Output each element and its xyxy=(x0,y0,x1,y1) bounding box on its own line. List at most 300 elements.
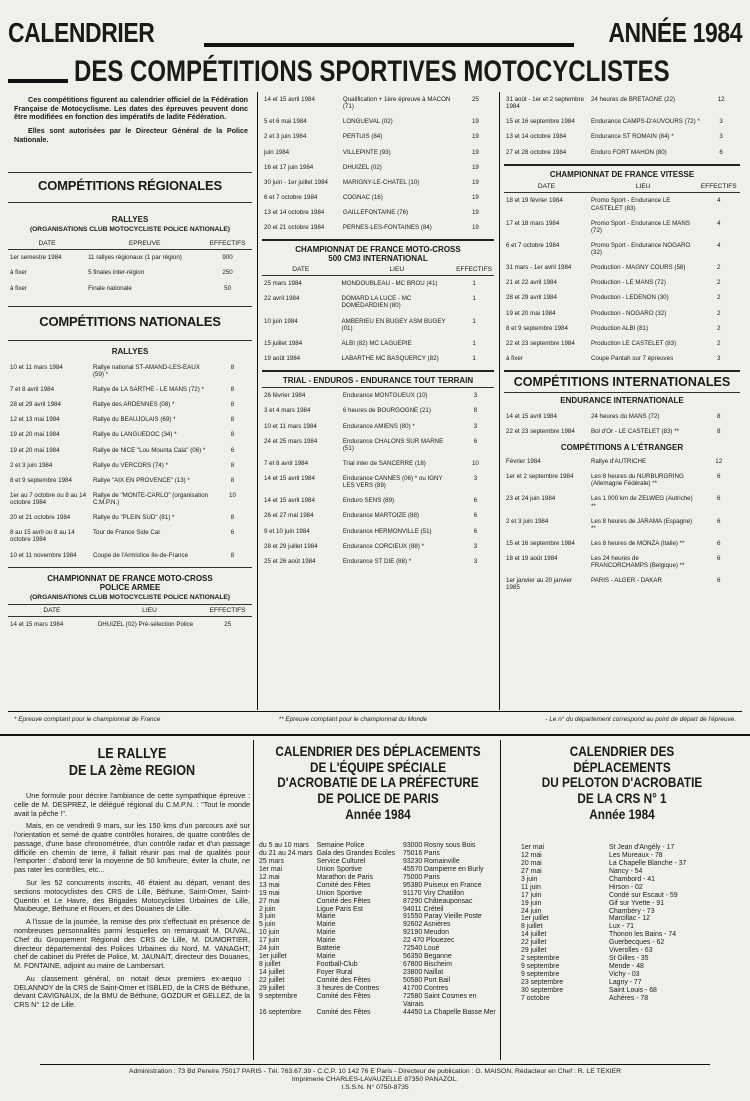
internationales-sub: ENDURANCE INTERNATIONALE xyxy=(560,396,684,406)
admin-line: I.S.S.N. N° 0750-8735 xyxy=(341,1084,409,1092)
calendar-header xyxy=(8,16,742,50)
effectif-cell: 3 xyxy=(473,557,478,565)
trial-table xyxy=(262,388,494,569)
table-cell: 14 juillet xyxy=(521,931,547,939)
effectif-cell: 6 xyxy=(717,577,721,585)
table-cell: 30 juin - 1er juillet 1984 xyxy=(264,178,328,186)
table-cell: Les Mureaux - 78 xyxy=(609,851,663,859)
table-row xyxy=(262,493,494,508)
table-cell: 9 septembre xyxy=(259,992,298,1000)
table-cell: Coupe de l'Armistice Ile-de-France xyxy=(92,551,189,559)
effectif-cell: 6 xyxy=(473,437,478,445)
effectif-cell: 3 xyxy=(473,422,478,430)
rallye-title-line: LE RALLYE xyxy=(97,745,167,762)
table-cell: 17 juin xyxy=(521,891,542,899)
column-divider xyxy=(499,92,500,710)
table-cell: PERNES-LES-FONTAINES (84) xyxy=(342,224,432,232)
table-row xyxy=(262,205,494,220)
article-paragraph: A l'issue de la journée, la remise des prix s'effectuait en présence de nombreuses personnalités parmi lesquelles on remarquait M. DUVAL, Chef du Groupement Régional des CRS de Lille, M. DUMORTIER, directeur départemental des Polices Urbaines du Nord, M. VANAGHT, chef de cabinet du Préfet de Police, M. JAUNAIT, directeur des Douanes, M. FONTAINE, adjoint au maire de Lambersart. xyxy=(14,917,250,971)
table-cell: 20 et 21 octobre 1984 xyxy=(10,514,71,522)
table-row xyxy=(258,985,498,993)
subtitle-bar xyxy=(8,79,68,83)
table-cell: St Gilles - 35 xyxy=(609,955,649,963)
table-row xyxy=(8,360,252,382)
table-cell: 2 juin xyxy=(259,905,276,913)
table-row xyxy=(520,860,740,868)
regionales-table xyxy=(8,238,252,296)
table-cell: 1er juillet xyxy=(259,953,287,961)
effectif-cell: 6 xyxy=(473,512,478,520)
table-cell: VILLEPINTE (93) xyxy=(342,148,391,156)
table-cell: Nancy - 54 xyxy=(609,867,643,875)
table-row xyxy=(504,573,740,595)
police-armee-table xyxy=(8,604,252,633)
table-cell: Bol d'Or - LE CASTELET (83) ** xyxy=(590,427,680,435)
table-row xyxy=(258,977,498,985)
col-header: LIEU xyxy=(142,606,157,614)
table-cell: 18 et 19 février 1984 xyxy=(506,197,563,205)
trial-title: TRIAL - ENDUROS - ENDURANCE TOUT TERRAIN xyxy=(282,376,474,386)
table-cell: 29 juillet xyxy=(521,947,547,955)
crs-title-line: DE LA CRS N° 1 xyxy=(577,790,667,807)
table-cell: 19 juin xyxy=(521,899,542,907)
article-paragraph: Mais, en ce vendredi 9 mars, sur les 150 kms d'un parcours axé sur l'orientation et semé de quatre contrôles horaires, de quatre contrôles de passage, d'une base chronométrée, d'un contrôle radar et d'un passage difficile en chemin de terre, il fallait réunir pas mal de qualités pour l'emporter : d'abord tenir la moyenne de 50 km/heure, éviter la chute, ne pas rater les contrôles, etc... xyxy=(14,821,250,875)
table-cell: Rallye d'AUTRICHE xyxy=(590,458,647,466)
table-cell: Trial inter de SANCERRE (18) xyxy=(342,459,426,467)
table-cell: 27 mai xyxy=(521,867,542,875)
table-cell: 16 et 17 juin 1984 xyxy=(264,163,314,171)
table-cell: Enduro SENS (89) xyxy=(342,497,395,505)
table-cell: 30 septembre xyxy=(521,986,564,994)
effectif-cell: 8 xyxy=(717,427,721,435)
etranger-table xyxy=(504,454,740,596)
table-row xyxy=(262,114,494,129)
effectif-cell: 2 xyxy=(717,339,721,347)
table-cell: Production - LEDENON (30) xyxy=(590,294,669,302)
table-row xyxy=(520,900,740,908)
table-row xyxy=(520,844,740,852)
table-row xyxy=(504,193,740,216)
table-cell: 1er et 2 septembre 1984 xyxy=(506,473,574,481)
table-cell: 10 et 11 mars 1984 xyxy=(264,422,317,430)
table-row xyxy=(504,409,740,424)
table-cell: Rallye "AIX EN PROVENCE" (13) * xyxy=(92,476,190,484)
table-cell: 23 et 24 juin 1984 xyxy=(506,495,556,503)
col-header: EPREUVE xyxy=(128,239,161,247)
cross500-table xyxy=(262,264,494,366)
table-row xyxy=(8,281,252,296)
table-cell: Foyer Rural xyxy=(316,969,353,976)
column-divider xyxy=(253,740,254,1060)
table-cell: 8 juillet xyxy=(521,923,543,931)
effectif-cell: 1 xyxy=(472,354,476,362)
effectif-cell: 8 xyxy=(230,401,235,409)
table-cell: Mairie xyxy=(316,953,336,961)
regionales-sub2: (ORGANISATIONS CLUB MOTOCYCLISTE POLICE NATIONALE) xyxy=(29,226,230,234)
table-cell: 14 et 15 avril 1984 xyxy=(264,475,315,483)
col-header: LIEU xyxy=(635,182,651,190)
effectif-cell: 900 xyxy=(222,254,233,262)
effectif-cell: 19 xyxy=(471,163,479,171)
table-row xyxy=(504,92,740,114)
table-cell: 15 et 16 septembre 1984 xyxy=(506,118,575,126)
left-column xyxy=(8,172,252,632)
admin-line: Administration : 73 Bd Pereire 75017 PARIS - Tél. 763.67.39 - C.C.P. 10 142 76 E Paris - Directeur de publication : G. MAISON. Rédacteur en Chef : R. LE TEXIER xyxy=(128,1068,622,1075)
effectif-cell: 250 xyxy=(222,269,233,277)
admin-line: Imprimerie CHARLES-LAVAUZELLE 87350 PANAZOL. xyxy=(291,1076,459,1084)
table-cell: 10 juin xyxy=(259,929,280,937)
footnote-departement: - Le n° du département correspond au point de départ de l'épreuve. xyxy=(545,716,736,723)
table-cell: Les 8 heures de MONZA (Italie) ** xyxy=(590,539,685,547)
table-cell: 8 juillet xyxy=(259,961,281,969)
table-row xyxy=(258,993,498,1009)
table-cell: Production LE CASTELET (83) xyxy=(590,339,677,347)
table-cell: 94011 Créteil xyxy=(402,905,444,913)
table-row xyxy=(262,145,494,160)
table-cell: 93230 Romainville xyxy=(402,857,460,865)
table-cell: Endurance ST ROMAIN (84) * xyxy=(590,133,674,141)
table-cell: 23800 Naillat xyxy=(402,969,444,976)
table-cell: 14 juillet xyxy=(259,969,285,976)
table-row xyxy=(258,898,498,906)
table-row xyxy=(504,290,740,305)
table-cell: Comité des Fêtes xyxy=(316,897,371,905)
table-cell: 6 et 7 octobre 1984 xyxy=(264,193,318,201)
table-cell: Rallye de LA SARTHE - LE MANS (72) * xyxy=(92,386,204,394)
table-cell: Rallye des ARDENNES (08) * xyxy=(92,401,175,409)
effectif-cell: 19 xyxy=(471,224,479,232)
right-column xyxy=(504,92,740,596)
table-cell: 28 et 29 avril 1984 xyxy=(506,294,557,302)
article-paragraph: Sur les 52 concurrents inscrits, 46 étaient au départ, venant des sections motocyclistes des CRS de Lille, Béthune, Saint-Omer, Saint-Quentin et Le Havre, des Brigades Motocyclistes Urbaines de Lille, Maubeuge, Béthune et Rouen, et des Douanes de Lille. xyxy=(14,878,250,914)
table-cell: 19 août 1984 xyxy=(264,354,301,362)
table-row xyxy=(262,336,494,351)
table-row xyxy=(520,955,740,963)
table-cell: 72580 Saint Cosmes en Vairais xyxy=(402,992,477,1008)
col-header: DATE xyxy=(43,606,61,614)
effectif-cell: 10 xyxy=(229,491,236,499)
table-cell: Hirson - 02 xyxy=(609,883,643,891)
effectif-cell: 2 xyxy=(717,294,721,302)
table-row xyxy=(8,382,252,397)
effectif-cell: 6 xyxy=(473,497,478,505)
effectif-cell: 6 xyxy=(230,529,235,537)
column-divider xyxy=(500,740,501,1060)
table-cell: 2 et 3 juin 1984 xyxy=(506,517,549,525)
table-cell: Chambord - 41 xyxy=(609,875,655,883)
table-row xyxy=(504,551,740,573)
table-cell: Les 1 000 km de ZELWEG (Autriche) ** xyxy=(590,495,693,510)
table-cell: 24 heures de BRETAGNE (22) xyxy=(590,96,676,103)
table-cell: 24 juin xyxy=(521,907,542,915)
table-cell: 11 rallyes régionaux (1 par région) xyxy=(88,254,182,262)
table-row xyxy=(520,987,740,995)
effectif-cell: 1 xyxy=(472,317,476,325)
table-cell: Production - LE MANS (72) xyxy=(590,279,666,287)
table-row xyxy=(520,947,740,955)
table-row xyxy=(8,427,252,442)
internationales-title: COMPÉTITIONS INTERNATIONALES xyxy=(513,375,731,390)
table-cell: 41700 Contres xyxy=(402,984,449,992)
table-row xyxy=(504,306,740,321)
table-row xyxy=(262,403,494,418)
table-cell: 15 juillet 1984 xyxy=(264,339,303,347)
table-cell: Endurance MARTOIZE (88) xyxy=(342,512,419,520)
effectif-cell: 19 xyxy=(471,118,479,126)
table-cell: 9 septembre xyxy=(521,963,560,971)
footnote-france: * Epreuve comptant pour le championnat de France xyxy=(14,716,161,723)
table-cell: Service Culturel xyxy=(316,857,366,865)
table-cell: St Jean d'Angély - 17 xyxy=(609,844,675,851)
table-cell: 1er juillet xyxy=(521,915,549,923)
col-header: DATE xyxy=(292,265,310,273)
table-cell: Rallye national ST-AMAND-LES-EAUX (59) * xyxy=(92,363,200,378)
table-row xyxy=(504,491,740,513)
col-header: EFFECTIFS xyxy=(209,606,246,614)
table-cell: juin 1984 xyxy=(264,148,290,156)
effectif-cell: 3 xyxy=(717,354,721,362)
crs-title xyxy=(520,744,725,822)
table-cell: Rallye du "PLEIN SUD" (81) * xyxy=(92,514,175,522)
table-row xyxy=(520,892,740,900)
footnote-rule xyxy=(8,711,742,712)
effectif-cell: 4 xyxy=(717,219,721,227)
table-cell: Ligue Paris Est xyxy=(316,905,363,913)
table-cell: Rallye du LANGUEDOC (34) * xyxy=(92,431,177,439)
table-row xyxy=(504,514,740,536)
table-row xyxy=(504,216,740,238)
table-cell: PARIS - ALGER - DAKAR xyxy=(590,577,663,585)
table-cell: 5 et 6 mai 1984 xyxy=(264,118,307,126)
table-row xyxy=(258,858,498,866)
police-armee-continued-table xyxy=(262,92,494,235)
table-cell: 7 et 8 avril 1984 xyxy=(10,386,55,394)
table-cell: Promo Sport - Endurance NOGARO (32) xyxy=(590,241,691,257)
table-row xyxy=(262,314,494,336)
table-row xyxy=(258,866,498,874)
table-row xyxy=(262,388,494,403)
table-cell: Batterie xyxy=(316,945,341,953)
table-cell: Promo Sport - Endurance LE CASTELET (83) xyxy=(590,197,671,212)
section-rule xyxy=(0,734,750,736)
table-cell: du 5 au 10 mars xyxy=(259,842,309,849)
table-cell: Février 1984 xyxy=(506,458,541,466)
table-cell: Comité des Fêtes xyxy=(316,992,371,1000)
article-paragraph: Au classement général, on notait deux premiers ex-aequo : DELANNOY de la CRS de Saint-Omer et ISBLED, de la CRS de Béthune, devant CAVIGNAUX, de la BMU de Béthune, GOZDUR et GELLEZ, de la CRS N° 12 de Lille. xyxy=(14,973,250,1010)
table-cell: 26 février 1984 xyxy=(264,392,306,400)
table-cell: 1er semestre 1984 xyxy=(10,254,62,262)
table-cell: Chambéry - 73 xyxy=(609,907,655,915)
table-cell: à fixer xyxy=(506,354,523,362)
intro-paragraph: Ces compétitions figurent au calendrier officiel de la Fédération Française de Motocyclisme. Les dates des épreuves peuvent donc être modifiées en fonction des impératifs de ladite Fédération. xyxy=(14,95,248,122)
table-cell: Coupe Pantah sur 7 épreuves xyxy=(590,354,674,362)
crs-title-line: DU PELOTON D'ACROBATIE xyxy=(541,774,703,791)
police-armee-sub: (ORGANISATIONS CLUB MOTOCYCLISTE POLICE NATIONALE) xyxy=(29,594,230,602)
cross500-title2: 500 CM3 INTERNATIONAL xyxy=(328,254,428,264)
table-cell: 22 juillet xyxy=(521,939,547,947)
table-cell: Rallye de NICE "Lou Mounta Cala" (06) * xyxy=(92,446,206,454)
table-cell: Mairie xyxy=(316,937,336,945)
subtitle-header xyxy=(8,54,742,90)
table-cell: 18 et 19 août 1984 xyxy=(506,555,558,563)
table-cell: 24 et 25 mars 1984 xyxy=(264,437,318,445)
table-cell: Endurance MONTGUEUX (10) xyxy=(342,392,428,400)
table-row xyxy=(8,412,252,427)
effectif-cell: 8 xyxy=(717,412,721,420)
effectif-cell: 8 xyxy=(230,416,235,424)
table-cell: 24 heures du MANS (72) xyxy=(590,412,660,420)
table-cell: COGNAC (16) xyxy=(342,193,383,201)
table-cell: Achères - 78 xyxy=(609,994,649,1002)
table-cell: 17 juin xyxy=(259,937,280,945)
table-row xyxy=(258,929,498,937)
table-cell: Rallye de "MONTE-CARLO" (organisation C.M.P.N.) xyxy=(92,491,209,507)
effectif-cell: 25 xyxy=(471,96,479,103)
table-cell: Football-Club xyxy=(316,961,358,969)
effectif-cell: 8 xyxy=(230,461,235,469)
table-row xyxy=(258,906,498,914)
table-cell: 7 et 8 avril 1984 xyxy=(264,459,309,467)
table-cell: à fixer xyxy=(10,269,27,277)
table-row xyxy=(262,351,494,366)
effectif-cell: 4 xyxy=(717,197,721,205)
table-cell: Vichy - 03 xyxy=(609,971,640,978)
table-row xyxy=(520,963,740,971)
header-bar xyxy=(204,43,574,47)
table-cell: Production ALBI (81) xyxy=(590,324,649,332)
effectif-cell: 50 xyxy=(224,284,232,292)
table-cell: Semaine Police xyxy=(316,842,365,849)
table-cell: GAILLEFONTAINE (76) xyxy=(342,209,409,216)
police-armee-title2: POLICE ARMEE xyxy=(99,582,161,592)
table-cell: 28 et 29 juillet 1984 xyxy=(264,542,318,550)
table-cell: DHUIZEL (02) Pré-sélection Police xyxy=(97,621,194,629)
table-cell: 3 heures de Contres xyxy=(316,984,380,992)
table-cell: 15 et 16 septembre 1984 xyxy=(506,539,575,547)
table-cell: 29 juillet xyxy=(259,984,285,992)
table-cell: Endurance ST DIE (88) * xyxy=(342,557,412,565)
table-cell: Guerbecques - 62 xyxy=(609,939,665,947)
table-row xyxy=(8,510,252,525)
effectif-cell: 8 xyxy=(230,363,235,371)
table-cell: 1er mai xyxy=(259,865,282,873)
table-cell: 14 et 15 mars 1984 xyxy=(10,621,64,629)
effectif-cell: 6 xyxy=(230,446,235,454)
prefecture-title-line: CALENDRIER DES DÉPLACEMENTS xyxy=(275,743,481,759)
table-row xyxy=(262,175,494,190)
effectif-cell: 19 xyxy=(471,209,479,216)
table-cell: Rallye du BEAUJOLAIS (69) * xyxy=(92,416,176,424)
table-row xyxy=(8,397,252,412)
table-cell: 31 août - 1er et 2 septembre 1984 xyxy=(506,96,585,111)
table-cell: 8 au 15 avril ou 8 au 14 octobre 1984 xyxy=(10,529,75,544)
table-cell: Comité des Fêtes xyxy=(316,976,371,984)
table-cell: 31 mars - 1er avril 1984 xyxy=(506,264,572,272)
prefecture-calendar xyxy=(258,842,498,1017)
effectif-cell: 1 xyxy=(472,295,476,303)
table-row xyxy=(262,129,494,144)
table-cell: Mairie xyxy=(316,921,336,929)
crs-calendar xyxy=(520,844,740,1003)
prefecture-title-line: DE L'ÉQUIPE SPÉCIALE xyxy=(309,758,447,775)
table-cell: 24 juin xyxy=(259,945,280,953)
table-row xyxy=(504,145,740,160)
effectif-cell: 1 xyxy=(472,339,476,347)
table-cell: 14 et 15 avril 1984 xyxy=(506,412,557,420)
table-cell: 1er janvier au 20 janvier 1985 xyxy=(506,577,573,592)
table-cell: Tour de France Side Car xyxy=(92,529,161,537)
table-cell: 11 juin xyxy=(521,883,541,891)
table-cell: 8 et 9 septembre 1984 xyxy=(506,324,568,332)
table-cell: 3 juin xyxy=(259,913,276,921)
table-cell: 10 juin 1984 xyxy=(264,317,298,325)
col-header: DATE xyxy=(38,239,56,247)
effectif-cell: 3 xyxy=(719,118,723,126)
table-cell: 3 juin xyxy=(521,875,538,883)
table-row xyxy=(520,923,740,931)
table-cell: Lagny - 77 xyxy=(609,978,642,986)
table-cell: 2 septembre xyxy=(521,955,560,963)
table-row xyxy=(504,129,740,144)
prefecture-title-line: DE POLICE DE PARIS xyxy=(317,790,439,807)
table-row xyxy=(262,554,494,569)
table-row xyxy=(258,945,498,953)
table-cell: 10 et 11 mars 1984 xyxy=(10,363,63,371)
table-cell: 28 et 29 avril 1984 xyxy=(10,401,61,409)
table-cell: 25 mars 1984 xyxy=(264,280,302,288)
effectif-cell: 19 xyxy=(471,193,479,201)
table-row xyxy=(262,434,494,456)
table-row xyxy=(258,874,498,882)
table-row xyxy=(504,260,740,275)
table-row xyxy=(8,488,252,510)
table-cell: Thonon les Bains - 74 xyxy=(609,931,677,939)
table-cell: 91170 Viry Chatillon xyxy=(402,889,465,897)
article-paragraph: Une formule pour décrire l'ambiance de cette sympathique épreuve : celle de M. DESPREZ, le délégué régional du C.M.P.N. : "Tout le monde avait la pêche !". xyxy=(14,791,250,818)
middle-column xyxy=(262,92,494,569)
table-cell: 5 juin xyxy=(259,921,276,929)
table-row xyxy=(8,250,252,266)
table-cell: 16 septembre xyxy=(259,1008,302,1016)
table-row xyxy=(262,539,494,554)
table-cell: 19 et 20 mai 1984 xyxy=(506,309,556,317)
prefecture-title-line: D'ACROBATIE DE LA PRÉFECTURE xyxy=(277,774,479,791)
table-row xyxy=(258,842,498,850)
vitesse-title: CHAMPIONNAT DE FRANCE VITESSE xyxy=(549,169,695,179)
table-cell: 87290 Châteauponsac xyxy=(402,897,473,905)
effectif-cell: 2 xyxy=(717,324,721,332)
effectif-cell: 4 xyxy=(717,241,721,249)
prefecture-title xyxy=(274,744,482,822)
table-row xyxy=(258,1009,498,1017)
table-row xyxy=(258,937,498,945)
table-cell: 6 et 7 octobre 1984 xyxy=(506,241,560,249)
intro-text xyxy=(14,96,248,149)
table-cell: 12 mai xyxy=(259,873,280,881)
col-header: EFFECTIFS xyxy=(700,182,737,190)
table-cell: 13 et 14 octobre 1984 xyxy=(506,133,567,141)
table-cell: 22 juillet xyxy=(259,976,285,984)
table-cell: 3 et 4 mars 1984 xyxy=(264,407,311,415)
table-row xyxy=(504,351,740,366)
table-cell: DHUIZEL (02) xyxy=(342,163,382,171)
table-cell: 19 et 20 mai 1984 xyxy=(10,431,60,439)
table-row xyxy=(258,850,498,858)
crs-title-line: Année 1984 xyxy=(589,805,655,822)
table-cell: Enduro FORT MAHON (80) xyxy=(590,148,667,156)
table-cell: 22 avril 1984 xyxy=(264,295,300,303)
table-row xyxy=(520,995,740,1003)
